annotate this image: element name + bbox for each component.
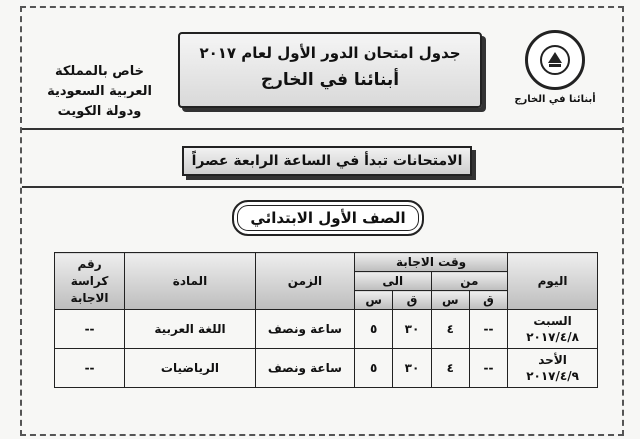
header-from: من: [431, 272, 508, 291]
ministry-logo: [500, 30, 610, 112]
table-row: [55, 310, 598, 349]
cell-duration: ساعة ونصف: [255, 310, 354, 349]
cell-from-q: --: [469, 349, 507, 388]
divider-bottom: [22, 186, 622, 188]
cell-day: [508, 310, 598, 349]
page-title: جدول امتحان الدور الأول لعام ٢٠١٧: [199, 44, 461, 62]
logo-caption: أبنائنا في الخارج: [514, 94, 596, 105]
booklet-line-1: رقم: [77, 256, 102, 271]
header-answer-time: وقت الاجابة: [354, 253, 507, 272]
schedule-table: [54, 252, 598, 388]
cell-from-s: ٤: [431, 349, 469, 388]
seal-icon: [525, 30, 585, 90]
header-to-q: ق: [393, 291, 431, 310]
page-subtitle: أبنائنا في الخارج: [260, 70, 400, 90]
header-to: الى: [354, 272, 431, 291]
cell-to-s: ٥: [354, 349, 392, 388]
header-day: اليوم: [508, 253, 598, 310]
note-line-2: ودولة الكويت: [57, 104, 142, 119]
booklet-line-3: الاجابة: [70, 290, 109, 305]
header-to-s: س: [354, 291, 392, 310]
note-line-1: خاص بالمملكة العربية السعودية: [47, 64, 152, 99]
day-date: ٢٠١٧/٤/٩: [526, 369, 579, 383]
cell-booklet: --: [55, 349, 125, 388]
header-subject: المادة: [125, 253, 256, 310]
header-from-q: ق: [469, 291, 507, 310]
grade-label: الصف الأول الابتدائي: [232, 200, 424, 236]
cell-from-q: --: [469, 310, 507, 349]
start-notice: الامتحانات تبدأ في الساعة الرابعة عصراً: [182, 146, 472, 176]
header-booklet: [55, 253, 125, 310]
cell-to-s: ٥: [354, 310, 392, 349]
header-duration: الزمن: [255, 253, 354, 310]
day-date: ٢٠١٧/٤/٨: [526, 330, 579, 344]
cell-subject: الرياضيات: [125, 349, 256, 388]
cell-booklet: --: [55, 310, 125, 349]
cell-subject: اللغة العربية: [125, 310, 256, 349]
cell-to-q: ٣٠: [393, 349, 431, 388]
special-note: [32, 62, 167, 122]
booklet-line-2: كراسة: [70, 273, 109, 288]
divider-top: [22, 128, 622, 130]
cell-to-q: ٣٠: [393, 310, 431, 349]
title-box: [178, 32, 482, 108]
cell-from-s: ٤: [431, 310, 469, 349]
cell-duration: ساعة ونصف: [255, 349, 354, 388]
day-name: السبت: [533, 314, 572, 328]
table-row: [55, 349, 598, 388]
header-from-s: س: [431, 291, 469, 310]
day-name: الأحد: [538, 353, 567, 367]
cell-day: [508, 349, 598, 388]
